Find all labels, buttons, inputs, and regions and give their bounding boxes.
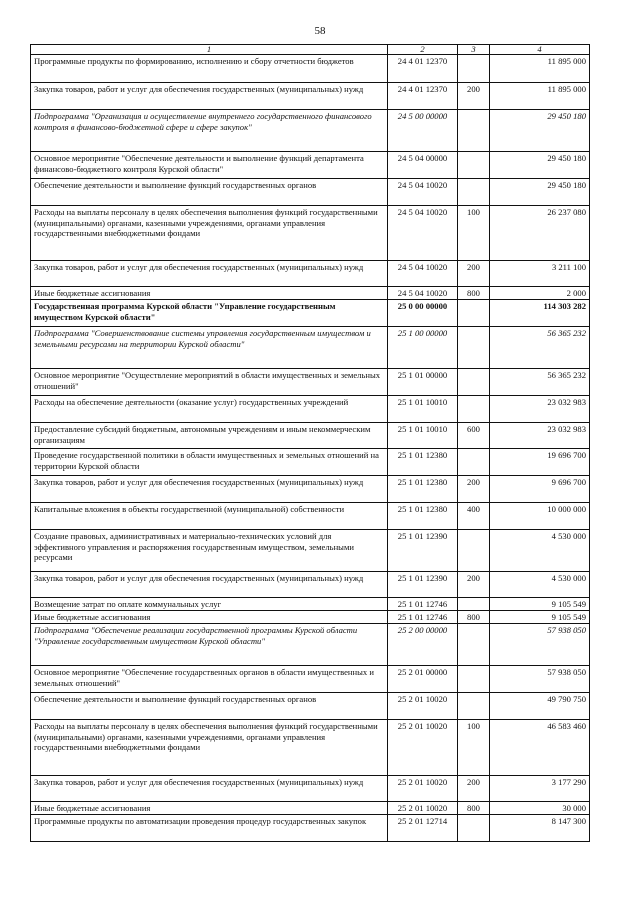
table-row bbox=[31, 572, 590, 598]
table-row bbox=[31, 693, 590, 720]
row-name-cell: Закупка товаров, работ и услуг для обеспечения государственных (муниципальных) нужд bbox=[31, 261, 388, 287]
table-row bbox=[31, 206, 590, 261]
row-amount-cell: 29 450 180 bbox=[490, 110, 590, 152]
row-expense-type-cell bbox=[458, 530, 490, 572]
table-row bbox=[31, 287, 590, 300]
table-row bbox=[31, 802, 590, 815]
row-name-cell: Создание правовых, административных и материально-технических условий для эффективного управления и распоряжения государственным имуществом, земельными ресурсами bbox=[31, 530, 388, 572]
row-expense-type-cell: 200 bbox=[458, 572, 490, 598]
table-row bbox=[31, 179, 590, 206]
row-code-cell: 25 2 01 10020 bbox=[388, 693, 458, 720]
table-row bbox=[31, 83, 590, 110]
row-expense-type-cell bbox=[458, 693, 490, 720]
row-expense-type-cell bbox=[458, 327, 490, 369]
row-amount-cell: 49 790 750 bbox=[490, 693, 590, 720]
row-expense-type-cell bbox=[458, 815, 490, 842]
table-row bbox=[31, 110, 590, 152]
row-name-cell: Подпрограмма "Совершенствование системы управления государственным имуществом и земельными ресурсами на территории Курской области" bbox=[31, 327, 388, 369]
row-amount-cell: 114 303 282 bbox=[490, 300, 590, 327]
row-code-cell: 25 1 01 12746 bbox=[388, 598, 458, 611]
row-amount-cell: 23 032 983 bbox=[490, 423, 590, 449]
page-number: 58 bbox=[314, 25, 326, 37]
row-name-cell: Программные продукты по формированию, исполнению и сбору отчетности бюджетов bbox=[31, 55, 388, 83]
table-row bbox=[31, 720, 590, 776]
row-expense-type-cell: 100 bbox=[458, 206, 490, 261]
row-amount-cell: 10 000 000 bbox=[490, 503, 590, 530]
row-expense-type-cell: 200 bbox=[458, 83, 490, 110]
row-code-cell: 25 1 01 12380 bbox=[388, 476, 458, 503]
row-amount-cell: 9 696 700 bbox=[490, 476, 590, 503]
row-code-cell: 24 5 04 10020 bbox=[388, 261, 458, 287]
row-code-cell: 25 1 01 12390 bbox=[388, 572, 458, 598]
row-expense-type-cell bbox=[458, 369, 490, 396]
row-expense-type-cell: 200 bbox=[458, 476, 490, 503]
row-expense-type-cell: 800 bbox=[458, 802, 490, 815]
table-row bbox=[31, 327, 590, 369]
row-code-cell: 25 2 01 10020 bbox=[388, 720, 458, 776]
row-name-cell: Закупка товаров, работ и услуг для обеспечения государственных (муниципальных) нужд bbox=[31, 83, 388, 110]
header-col-4: 4 bbox=[490, 45, 590, 55]
table-row bbox=[31, 503, 590, 530]
row-code-cell: 25 1 01 12390 bbox=[388, 530, 458, 572]
row-name-cell: Возмещение затрат по оплате коммунальных услуг bbox=[31, 598, 388, 611]
row-code-cell: 25 1 01 12380 bbox=[388, 449, 458, 476]
row-expense-type-cell bbox=[458, 598, 490, 611]
row-amount-cell: 9 105 549 bbox=[490, 598, 590, 611]
table-header-row bbox=[31, 45, 590, 55]
row-code-cell: 25 1 01 12380 bbox=[388, 503, 458, 530]
table-row bbox=[31, 449, 590, 476]
row-code-cell: 25 1 01 10010 bbox=[388, 423, 458, 449]
table-row bbox=[31, 530, 590, 572]
row-name-cell: Иные бюджетные ассигнования bbox=[31, 287, 388, 300]
table-row bbox=[31, 55, 590, 83]
header-col-3: 3 bbox=[458, 45, 490, 55]
row-name-cell: Закупка товаров, работ и услуг для обеспечения государственных (муниципальных) нужд bbox=[31, 776, 388, 802]
row-amount-cell: 9 105 549 bbox=[490, 611, 590, 624]
row-name-cell: Расходы на выплаты персоналу в целях обеспечения выполнения функций государственными (муниципальными) органами, казенными учреждениями, органами управления государственными внебюджетными фондами bbox=[31, 720, 388, 776]
row-code-cell: 24 4 01 12370 bbox=[388, 55, 458, 83]
row-code-cell: 25 2 01 00000 bbox=[388, 666, 458, 693]
row-name-cell: Закупка товаров, работ и услуг для обеспечения государственных (муниципальных) нужд bbox=[31, 476, 388, 503]
row-expense-type-cell bbox=[458, 300, 490, 327]
row-expense-type-cell bbox=[458, 55, 490, 83]
row-expense-type-cell: 200 bbox=[458, 776, 490, 802]
row-amount-cell: 4 530 000 bbox=[490, 572, 590, 598]
row-expense-type-cell: 200 bbox=[458, 261, 490, 287]
row-expense-type-cell bbox=[458, 666, 490, 693]
table-row bbox=[31, 476, 590, 503]
table-row bbox=[31, 152, 590, 179]
row-code-cell: 24 5 04 10020 bbox=[388, 287, 458, 300]
row-amount-cell: 56 365 232 bbox=[490, 369, 590, 396]
row-amount-cell: 57 938 050 bbox=[490, 666, 590, 693]
row-amount-cell: 3 211 100 bbox=[490, 261, 590, 287]
row-expense-type-cell bbox=[458, 624, 490, 666]
row-code-cell: 25 1 01 12746 bbox=[388, 611, 458, 624]
row-amount-cell: 3 177 290 bbox=[490, 776, 590, 802]
table-row bbox=[31, 423, 590, 449]
row-amount-cell: 29 450 180 bbox=[490, 179, 590, 206]
row-code-cell: 25 0 00 00000 bbox=[388, 300, 458, 327]
row-name-cell: Проведение государственной политики в области имущественных и земельных отношений на территории Курской области bbox=[31, 449, 388, 476]
row-name-cell: Расходы на выплаты персоналу в целях обеспечения выполнения функций государственными (муниципальными) органами, казенными учреждениями, органами управления государственными внебюджетными фондами bbox=[31, 206, 388, 261]
row-expense-type-cell: 800 bbox=[458, 287, 490, 300]
row-amount-cell: 11 895 000 bbox=[490, 83, 590, 110]
row-amount-cell: 56 365 232 bbox=[490, 327, 590, 369]
row-amount-cell: 46 583 460 bbox=[490, 720, 590, 776]
table-row bbox=[31, 396, 590, 423]
row-name-cell: Обеспечение деятельности и выполнение функций государственных органов bbox=[31, 179, 388, 206]
row-code-cell: 25 2 01 10020 bbox=[388, 776, 458, 802]
row-amount-cell: 11 895 000 bbox=[490, 55, 590, 83]
row-expense-type-cell bbox=[458, 110, 490, 152]
row-amount-cell: 2 000 bbox=[490, 287, 590, 300]
table-row bbox=[31, 815, 590, 842]
row-code-cell: 24 5 04 10020 bbox=[388, 179, 458, 206]
row-name-cell: Предоставление субсидий бюджетным, автономным учреждениям и иным некоммерческим организациям bbox=[31, 423, 388, 449]
row-amount-cell: 8 147 300 bbox=[490, 815, 590, 842]
row-amount-cell: 29 450 180 bbox=[490, 152, 590, 179]
row-amount-cell: 23 032 983 bbox=[490, 396, 590, 423]
row-code-cell: 24 5 04 10020 bbox=[388, 206, 458, 261]
row-code-cell: 25 2 01 12714 bbox=[388, 815, 458, 842]
row-name-cell: Программные продукты по автоматизации проведения процедур государственных закупок bbox=[31, 815, 388, 842]
row-name-cell: Подпрограмма "Обеспечение реализации государственной программы Курской области "Управление государственным имуществом Курской области" bbox=[31, 624, 388, 666]
table-row bbox=[31, 611, 590, 624]
row-name-cell: Государственная программа Курской области "Управление государственным имуществом Курской области" bbox=[31, 300, 388, 327]
row-name-cell: Основное мероприятие "Осуществление мероприятий в области имущественных и земельных отношений" bbox=[31, 369, 388, 396]
row-code-cell: 24 5 04 00000 bbox=[388, 152, 458, 179]
row-expense-type-cell bbox=[458, 449, 490, 476]
table-row bbox=[31, 666, 590, 693]
row-amount-cell: 4 530 000 bbox=[490, 530, 590, 572]
table-row bbox=[31, 300, 590, 327]
table-row bbox=[31, 369, 590, 396]
row-amount-cell: 57 938 050 bbox=[490, 624, 590, 666]
row-code-cell: 24 4 01 12370 bbox=[388, 83, 458, 110]
row-code-cell: 24 5 00 00000 bbox=[388, 110, 458, 152]
row-amount-cell: 26 237 080 bbox=[490, 206, 590, 261]
row-name-cell: Закупка товаров, работ и услуг для обеспечения государственных (муниципальных) нужд bbox=[31, 572, 388, 598]
table-row bbox=[31, 598, 590, 611]
row-name-cell: Иные бюджетные ассигнования bbox=[31, 802, 388, 815]
row-code-cell: 25 2 01 10020 bbox=[388, 802, 458, 815]
row-code-cell: 25 1 01 00000 bbox=[388, 369, 458, 396]
row-amount-cell: 30 000 bbox=[490, 802, 590, 815]
row-amount-cell: 19 696 700 bbox=[490, 449, 590, 476]
row-expense-type-cell bbox=[458, 396, 490, 423]
header-col-1: 1 bbox=[31, 45, 388, 55]
row-expense-type-cell: 600 bbox=[458, 423, 490, 449]
row-code-cell: 25 2 00 00000 bbox=[388, 624, 458, 666]
row-code-cell: 25 1 00 00000 bbox=[388, 327, 458, 369]
row-name-cell: Подпрограмма "Организация и осуществление внутреннего государственного финансового контроля в финансово-бюджетной сфере и сфере закупок" bbox=[31, 110, 388, 152]
row-expense-type-cell: 100 bbox=[458, 720, 490, 776]
row-expense-type-cell bbox=[458, 152, 490, 179]
row-expense-type-cell: 800 bbox=[458, 611, 490, 624]
table-row bbox=[31, 624, 590, 666]
row-expense-type-cell bbox=[458, 179, 490, 206]
table-row bbox=[31, 261, 590, 287]
row-name-cell: Капитальные вложения в объекты государственной (муниципальной) собственности bbox=[31, 503, 388, 530]
row-name-cell: Иные бюджетные ассигнования bbox=[31, 611, 388, 624]
row-name-cell: Основное мероприятие "Обеспечение деятельности и выполнение функций департамента финансово-бюджетного контроля Курской области" bbox=[31, 152, 388, 179]
row-name-cell: Обеспечение деятельности и выполнение функций государственных органов bbox=[31, 693, 388, 720]
row-name-cell: Основное мероприятие "Обеспечение государственных органов в области имущественных и земельных отношений" bbox=[31, 666, 388, 693]
row-code-cell: 25 1 01 10010 bbox=[388, 396, 458, 423]
header-col-2: 2 bbox=[388, 45, 458, 55]
budget-table bbox=[30, 44, 590, 842]
row-name-cell: Расходы на обеспечение деятельности (оказание услуг) государственных учреждений bbox=[31, 396, 388, 423]
table-row bbox=[31, 776, 590, 802]
row-expense-type-cell: 400 bbox=[458, 503, 490, 530]
